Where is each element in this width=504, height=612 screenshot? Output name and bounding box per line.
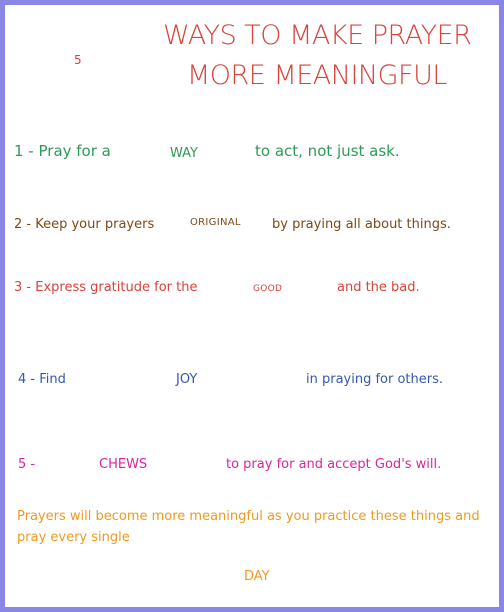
item-2-prefix: 2 - Keep your prayers	[14, 217, 155, 232]
item-2-keyword: ORIGINAL	[190, 217, 241, 228]
page-title-line-2: MORE MEANINGFUL	[187, 60, 447, 91]
item-3-keyword: GOOD	[253, 284, 283, 294]
item-3-suffix: and the bad.	[337, 280, 420, 295]
item-1-suffix: to act, not just ask.	[255, 142, 400, 160]
item-2-suffix: by praying all about things.	[272, 217, 451, 232]
item-4-keyword: JOY	[176, 372, 198, 387]
item-3-prefix: 3 - Express gratitude for the	[14, 280, 198, 295]
page-title-line-1: WAYS TO MAKE PRAYER	[163, 20, 472, 51]
item-5-keyword: CHEWS	[99, 457, 148, 472]
closing-keyword: DAY	[244, 569, 270, 584]
item-1-keyword: WAY	[170, 146, 198, 161]
closing-text: Prayers will become more meaningful as you practice these things and pray every single	[17, 509, 480, 545]
item-1-prefix: 1 - Pray for a	[14, 142, 111, 160]
item-5-suffix: to pray for and accept God's will.	[226, 457, 442, 472]
item-4-suffix: in praying for others.	[306, 372, 444, 387]
item-5-prefix: 5 -	[18, 457, 36, 472]
item-4-prefix: 4 - Find	[18, 372, 66, 387]
header-number: 5	[74, 53, 82, 67]
